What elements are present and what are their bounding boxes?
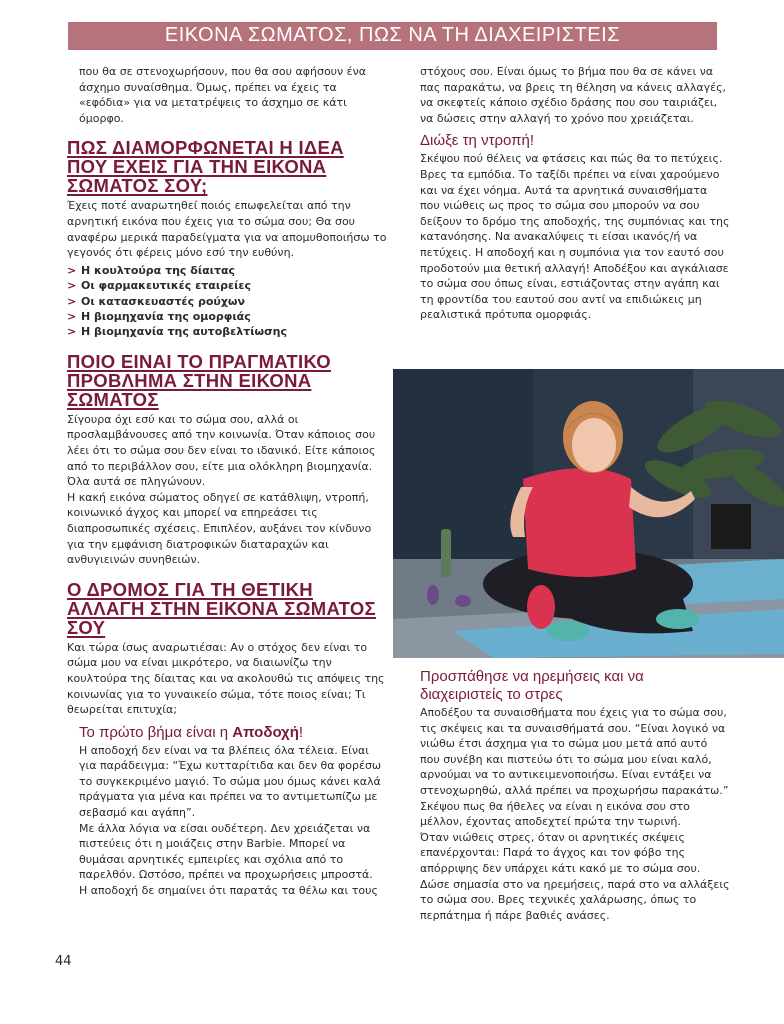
subheading-stress: Προσπάθησε να ηρεμήσεις και να διαχειριστείς το στρες xyxy=(420,668,644,703)
stress-text-2: Σκέψου πως θα ήθελες να είναι η εικόνα σου στο μέλλον, έχοντας αποδεχτεί πρώτα την τωρινή. xyxy=(420,799,690,829)
list-item: > Οι φαρμακευτικές εταιρείες xyxy=(67,279,252,293)
right-column-bottom xyxy=(420,668,730,923)
stress-text-3: Όταν νιώθεις στρες, όταν οι αρνητικές σκέψεις επανέρχονται: Παρά το άγχος και τον φόβο της απόρριψης δεν υπάρχει κάτι κακό με το σώμα σου. Δώσε σημασία στο να ηρεμήσεις, παρά στο να αλλάξεις το σώμα σου. Βρες τεχνικές χαλάρωσης, όπως το περπάτημα ή πάρε βαθιές ανάσες. xyxy=(420,830,730,922)
industry-list xyxy=(67,263,387,340)
stress-text-1: Αποδέξου τα συναισθήματα που έχεις για το σώμα σου, τις σκέψεις και τα συναισθήματά σου. “Είναι λογικό να νιώθω έτσι άσχημα για το σώμα μου μετά από αυτό που συνέβη και πιστεύω ότι το σώμα μου είναι καλό, αρνούμαι να το αντικειμενοποιήσω. Είναι εντάξει να στενοχωρηθώ, αλλά πρέπει να προχωρήσω παρακάτω.” xyxy=(420,706,729,797)
page-title: ΕΙΚΟΝΑ ΣΩΜΑΤΟΣ, ΠΩΣ ΝΑ ΤΗ ΔΙΑΧΕΙΡΙΣΤΕΙΣ xyxy=(164,24,621,46)
section-heading-idea: ΠΩΣ ΔΙΑΜΟΡΦΩΝΕΤΑΙ Η ΙΔΕΑ ΠΟΥ ΕΧΕΙΣ ΓΙΑ ΤΗΝ ΕΙΚΟΝΑ ΣΩΜΑΤΟΣ ΣΟΥ; xyxy=(67,137,344,197)
section-heading-path: Ο ΔΡΟΜΟΣ ΓΙΑ ΤΗ ΘΕΤΙΚΗ ΑΛΛΑΓΗ ΣΤΗΝ ΕΙΚΟΝΑ ΣΩΜΑΤΟΣ ΣΟΥ xyxy=(67,578,376,638)
bullet-arrow-icon: > xyxy=(67,294,77,308)
header-banner xyxy=(68,22,717,50)
acceptance-text-2: Με άλλα λόγια να είσαι ουδέτερη. Δεν χρειάζεται να πιστεύεις ότι η μοιάζεις στην Barbie. Μπορεί να θυμάσαι αρνητικές εμπειρίες και σχόλια από το παρελθόν. Ωστόσο, πρέπει να προχωρήσεις μπροστά. xyxy=(79,821,373,882)
list-item: > Η βιομηχανία της αυτοβελτίωσης xyxy=(67,325,288,339)
acceptance-text-1: Η αποδοχή δεν είναι να τα βλέπεις όλα τέλεια. Είναι για παράδειγμα: “Έχω κυτταρίτιδα και δεν θα φορέσω το συγκεκριμένο μαγιό. Το σώμα μου όμως κάνει καλά πράγματα για μένα και πρέπει να το αντιμετωπίζω με σεβασμό και αγάπη”. xyxy=(79,743,382,820)
bullet-arrow-icon: > xyxy=(67,263,77,277)
yoga-woman-photo xyxy=(393,369,784,658)
bullet-arrow-icon: > xyxy=(67,309,77,323)
subheading-shame: Διώξε τη ντροπή! xyxy=(420,132,535,150)
section-problem-text-2: Η κακή εικόνα σώματος οδηγεί σε κατάθλιψη, ντροπή, κοινωνικό άγχος και μπορεί να επηρεάσει τις διαπροσωπικές σχέσεις. Επιπλέον, αυξάνει τον κίνδυνο για την εμφάνιση διατροφικών διαταραχών και ανθυγιεινών συνηθειών. xyxy=(67,490,372,567)
left-column xyxy=(67,64,387,899)
list-item: > Οι κατασκευαστές ρούχων xyxy=(67,294,245,308)
list-item: > Η κουλτούρα της δίαιτας xyxy=(67,263,236,277)
page-number: 44 xyxy=(55,954,72,969)
shame-text: Σκέψου πού θέλεις να φτάσεις και πώς θα το πετύχεις. Βρες τα εμπόδια. Το ταξίδι πρέπει να είναι χαρούμενο και να έχει νόημα. Αυτά τα αρνητικά συναισθήματα που νιώθεις ως προς το σώμα σου μπορούν να σου δείξουν το δρόμο της αποδοχής, της συμπόνιας και της κατανόησης. Να ανακαλύψεις τι είσαι ικανός/ή να πετύχεις. Η αποδοχή και η συμπόνια για τον εαυτό σου προδοτούν μια θετική αλλαγή! Αποδέξου και αγκάλιασε το σώμα σου όπως είναι, εστιάζοντας στην αγάπη και τη φροντίδα του εαυτού σου αντί να επιδιώκεις μη ρεαλιστικά πρότυπα ομορφιάς. xyxy=(420,152,730,322)
section-path-text: Και τώρα ίσως αναρωτιέσαι: Αν ο στόχος δεν είναι το σώμα μου να είναι μικρότερο, να διαιωνίζω την κουλτούρα της δίαιτας και να ακολουθώ τις απόψεις της κοινωνίας για το γυναικείο σώμα, τότε ποιος είναι; Τι θεωρείται επιτυχία; xyxy=(67,640,385,717)
section-heading-problem: ΠΟΙΟ ΕΙΝΑΙ ΤΟ ΠΡΑΓΜΑΤΙΚΟ ΠΡΟΒΛΗΜΑ ΣΤΗΝ ΕΙΚΟΝΑ ΣΩΜΑΤΟΣ xyxy=(67,350,331,410)
yoga-illustration xyxy=(393,369,784,658)
acceptance-text-3: Η αποδοχή δε σημαίνει ότι παρατάς τα θέλω και τους xyxy=(79,884,378,898)
acceptance-block xyxy=(67,743,387,899)
list-item: > Η βιομηχανία της ομορφιάς xyxy=(67,309,251,323)
subheading-acceptance: Το πρώτο βήμα είναι η Αποδοχή! xyxy=(79,723,304,741)
section-problem-text-1: Σίγουρα όχι εσύ και το σώμα σου, αλλά οι προσλαμβάνουσες από την κοινωνία. Όταν κάποιος σου λέει ότι το σώμα σου δεν είναι το ιδανικό. Είτε κάποιος από το περιβάλλον σου, είτε μια ολόκληρη βιομηχανία. Όλα αυτά σε πληγώνουν. xyxy=(67,412,376,489)
bullet-arrow-icon: > xyxy=(67,325,77,339)
section-idea-text: Έχεις ποτέ αναρωτηθεί ποιός επωφελείται από την αρνητική εικόνα που έχεις για το σώμα σου; Θα σου αναφέρω μερικά παραδείγματα για να απομυθοποιήσω το γεγονός ότι φέρεις μόνο εσύ την ευθύνη. xyxy=(67,199,387,260)
goals-paragraph: στόχους σου. Είναι όμως το βήμα που θα σε κάνει να πας παρακάτω, να βρεις τη θέληση να κάνεις αλλαγές, να σκεφτείς κάποιο σχέδιο δράσης που σου ταιριάζει, να δώσεις στην αλλαγή το χρόνο που χρειάζεται. xyxy=(420,65,727,125)
bullet-arrow-icon: > xyxy=(67,279,77,293)
intro-paragraph: που θα σε στενοχωρήσουν, που θα σου αφήσουν ένα άσχημο συναίσθημα. Όμως, πρέπει να έχεις τα «εφόδια» για να μετατρέψεις το άσχημο σε κάτι όμορφο. xyxy=(79,65,367,125)
right-column-top xyxy=(420,64,730,323)
